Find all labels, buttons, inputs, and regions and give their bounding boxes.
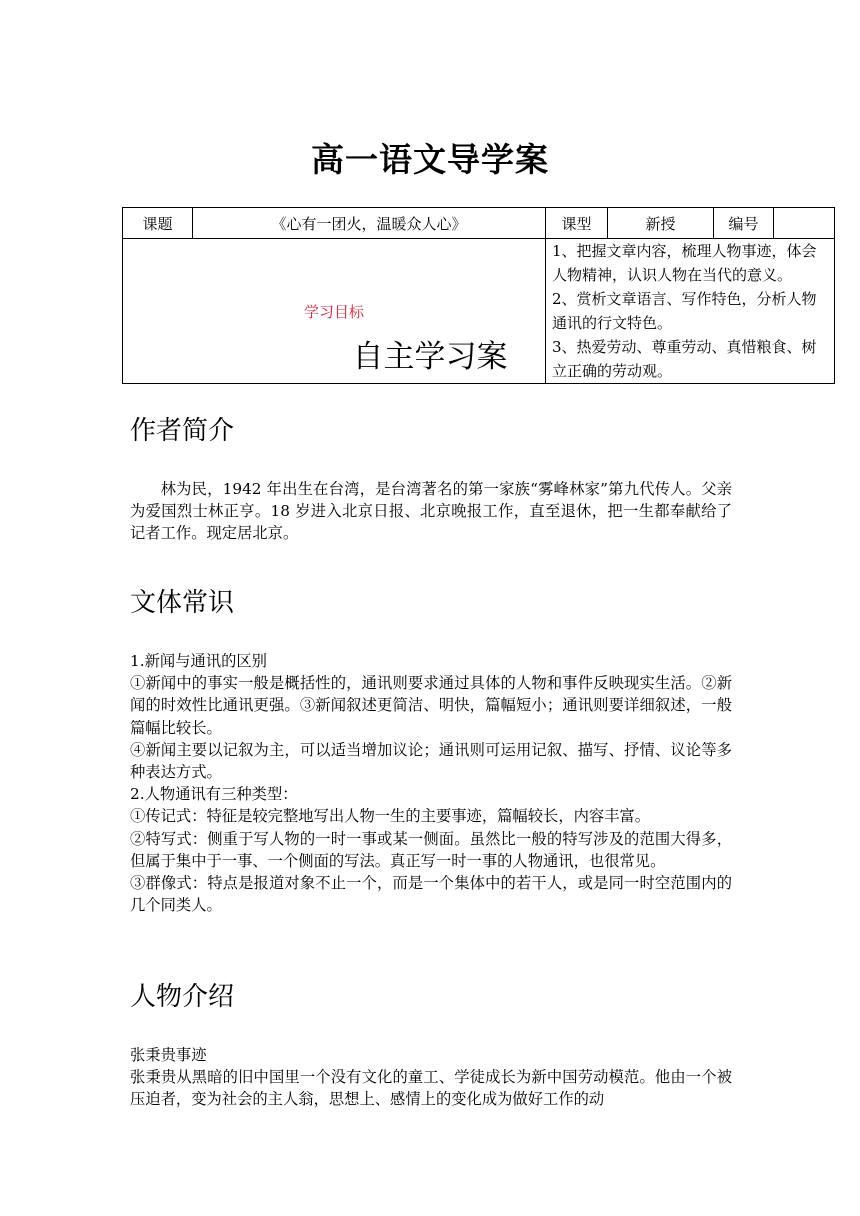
topic-label: 课题 bbox=[123, 208, 193, 239]
page-title: 高一语文导学案 bbox=[311, 140, 549, 179]
topic-value: 《心有一团火，温暖众人心》 bbox=[193, 208, 546, 239]
genre-paragraph bbox=[130, 650, 732, 916]
genre-line: ④新闻主要以记叙为主，可以适当增加议论；通讯则可运用记叙、描写、抒情、议论等多种表达方式。 bbox=[130, 740, 732, 782]
author-text: 林为民，1942 年出生在台湾，是台湾著名的第一家族“雾峰林家”第九代传人。父亲为爱国烈士林正亨。18 岁进入北京日报、北京晚报工作，直至退休，把一生都奉献给了记者工作。现定居北京。 bbox=[130, 480, 732, 543]
number-label: 编号 bbox=[714, 208, 774, 239]
section-subtitle: 自主学习案 bbox=[352, 339, 508, 375]
goal-item: 2、赏析文章语言、写作特色，分析人物通讯的行文特色。 bbox=[552, 290, 817, 332]
person-paragraph bbox=[130, 1044, 732, 1111]
goal-item: 3、热爱劳动、尊重劳动、真惜粮食、树立正确的劳动观。 bbox=[552, 338, 817, 380]
genre-line: 1.新闻与通讯的区别 bbox=[130, 652, 267, 670]
person-line: 张秉贵事迹 bbox=[130, 1046, 207, 1064]
number-value bbox=[774, 208, 835, 239]
lesson-type-label: 课型 bbox=[546, 208, 608, 239]
goal-item: 1、把握文章内容，梳理人物事迹，体会人物精神，认识人物在当代的意义。 bbox=[552, 242, 817, 284]
genre-line: ①传记式：特征是较完整地写出人物一生的主要事迹，篇幅较长，内容丰富。 bbox=[130, 807, 651, 826]
genre-line: ②特写式：侧重于写人物的一时一事或某一侧面。虽然比一般的特写涉及的范围大得多，但属于集中于一事、一个侧面的写法。真正写一时一事的人物通讯，也很常见。 bbox=[130, 829, 732, 870]
genre-line: 2.人物通讯有三种类型： bbox=[130, 785, 298, 804]
genre-line: ①新闻中的事实一般是概括性的，通讯则要求通过具体的人物和事件反映现实生活。②新闻的时效性比通讯更强。③新闻叙述更简洁、明快，篇幅短小；通讯则要详细叙述，一般篇幅比较长。 bbox=[130, 674, 732, 737]
genre-line: ③群像式：特点是报道对象不止一个，而是一个集体中的若干人，或是同一时空范围内的几个同类人。 bbox=[130, 874, 732, 915]
person-line: 张秉贵从黑暗的旧中国里一个没有文化的童工、学徒成长为新中国劳动模范。他由一个被压迫者，变为社会的主人翁，思想上、感情上的变化成为做好工作的动 bbox=[130, 1068, 732, 1109]
genre-heading: 文体常识 bbox=[130, 588, 235, 618]
goals-label-text: 学习目标 bbox=[303, 302, 364, 321]
table-row bbox=[123, 208, 835, 239]
author-paragraph bbox=[130, 478, 732, 545]
lesson-type-value: 新授 bbox=[608, 208, 714, 239]
author-heading: 作者简介 bbox=[130, 416, 235, 446]
person-heading: 人物介绍 bbox=[130, 982, 235, 1012]
